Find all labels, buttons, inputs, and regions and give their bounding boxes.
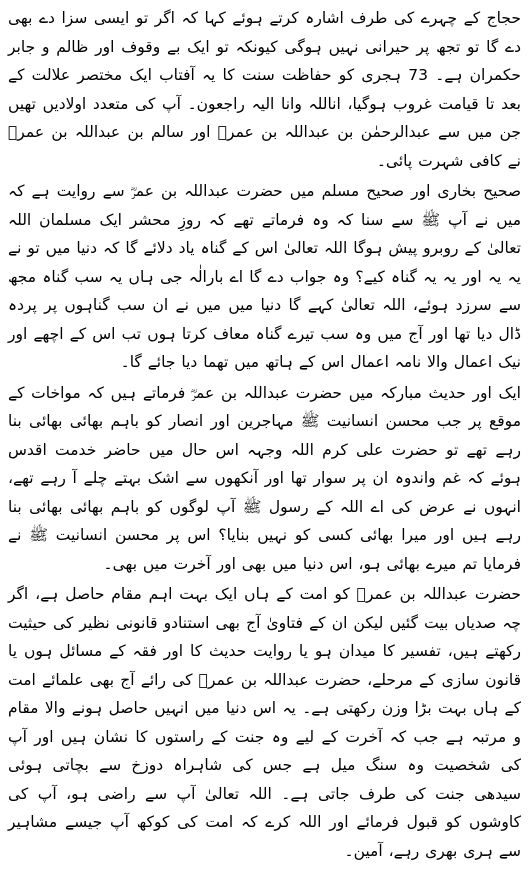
paragraph-hajjaj-death: حجاج کے چہرے کی طرف اشارہ کرتے ہوئے کہا کہ اگر تو ایسی سزا دے بھی دے گا تو تجھ پر حیرانی نہیں ہوگی کیونکہ تو ایک بے وقوف اور ظالم و جابر حکمران ہے۔ 73 ہجری کو حفاظت سنت کا یہ آفتاب ایک مختصر علالت کے بعد تا قیامت غروب ہوگیا، اناللہ وانا الیہ راجعون۔ آپ کی متعدد اولادیں تھیں جن میں سے عبدالرحمٰن بن عبداللہ بن عمرؓ اور سالم بن عبداللہ بن عمرؓ نے کافی شہرت پائی۔ — [8, 9, 521, 170]
paragraph-status-in-ummah: حضرت عبداللہ بن عمرؓ کو امت کے ہاں ایک بہت اہم مقام حاصل ہے، اگر چہ صدیاں بیت گئیں لیکن ان کے فتاویٰ آج بھی استنادو قانونی نظیر کی حیثیت رکھتے ہیں، تفسیر کا میدان ہو یا روایت حدیث کا اور فقہ کے مسائل ہوں یا قانون سازی کے مرحلے، حضرت عبداللہ بن عمرؓ کی رائے آج بھی علمائے امت کے ہاں بہت بڑا وزن رکھتی ہے۔ یہ اس دنیا میں انہیں حاصل ہونے والا مقام و مرتبہ ہے جب کہ آخرت کے لیے وہ جنت کے راستوں کا نشان ہیں اور آپ کی شخصیت وہ سنگ میل ہے جس کی شاہراہ دوزخ سے بچاتی ہوئی سیدھی جنت کی طرف جاتی ہے۔ اللہ تعالیٰ آپ سے راضی ہو، آپ کی کاوشوں کو قبول فرمائے اور اللہ کرے کہ امت کی کوکھ آپ جیسے مشاہیر سے ہری بھری رہے، آمین۔ — [8, 585, 521, 860]
paragraph-hadith-forgiveness: صحیح بخاری اور صحیح مسلم میں حضرت عبداللہ بن عمرؓ سے روایت ہے کہ میں نے آپ ﷺ سے سنا کہ وہ فرماتے تھے کہ روزِ محشر ایک مسلمان اللہ تعالیٰ کے روبرو پیش ہوگا اللہ تعالیٰ اس کے گناہ یاد دلائے گا کہ دنیا میں تو نے یہ یہ اور یہ یہ گناہ کیے؟ وہ جواب دے گا اے بارالٰہ جی ہاں یہ سب گناہ مجھ سے سرزد ہوئے، اللہ تعالیٰ کہے گا دنیا میں میں نے ان سب گناہوں پر پردہ ڈال دیا تھا اور آج میں وہ سب تیرے گناہ معاف کرتا ہوں تب اس کے اچھے اور نیک اعمال والا نامہ اعمال اس کے ہاتھ میں تھما دیا جائے گا۔ — [8, 182, 521, 371]
paragraph-hadith-brotherhood: ایک اور حدیث مبارکہ میں حضرت عبداللہ بن عمرؓ فرماتے ہیں کہ مواخات کے موقع پر جب محسن انسانیت ﷺ مہاجرین اور انصار کو باہم بھائی بھائی بنا رہے تھے تو حضرت علی کرم اللہ وجہہ اس حال میں حاضر خدمت اقدس ہوئے کہ غم واندوہ ان پر سوار تھا اور آنکھوں سے اشک بہتے چلے آ رہے تھے، انہوں نے عرض کی اے اللہ کے رسول ﷺ آپ لوگوں کو باہم بھائی بھائی بنا رہے ہیں اور میرا بھائی کسی کو نہیں بنایا؟ اس پر محسن انسانیت ﷺ نے فرمایا تم میرے بھائی ہو، اس دنیا میں بھی اور آخرت میں بھی۔ — [8, 383, 521, 573]
